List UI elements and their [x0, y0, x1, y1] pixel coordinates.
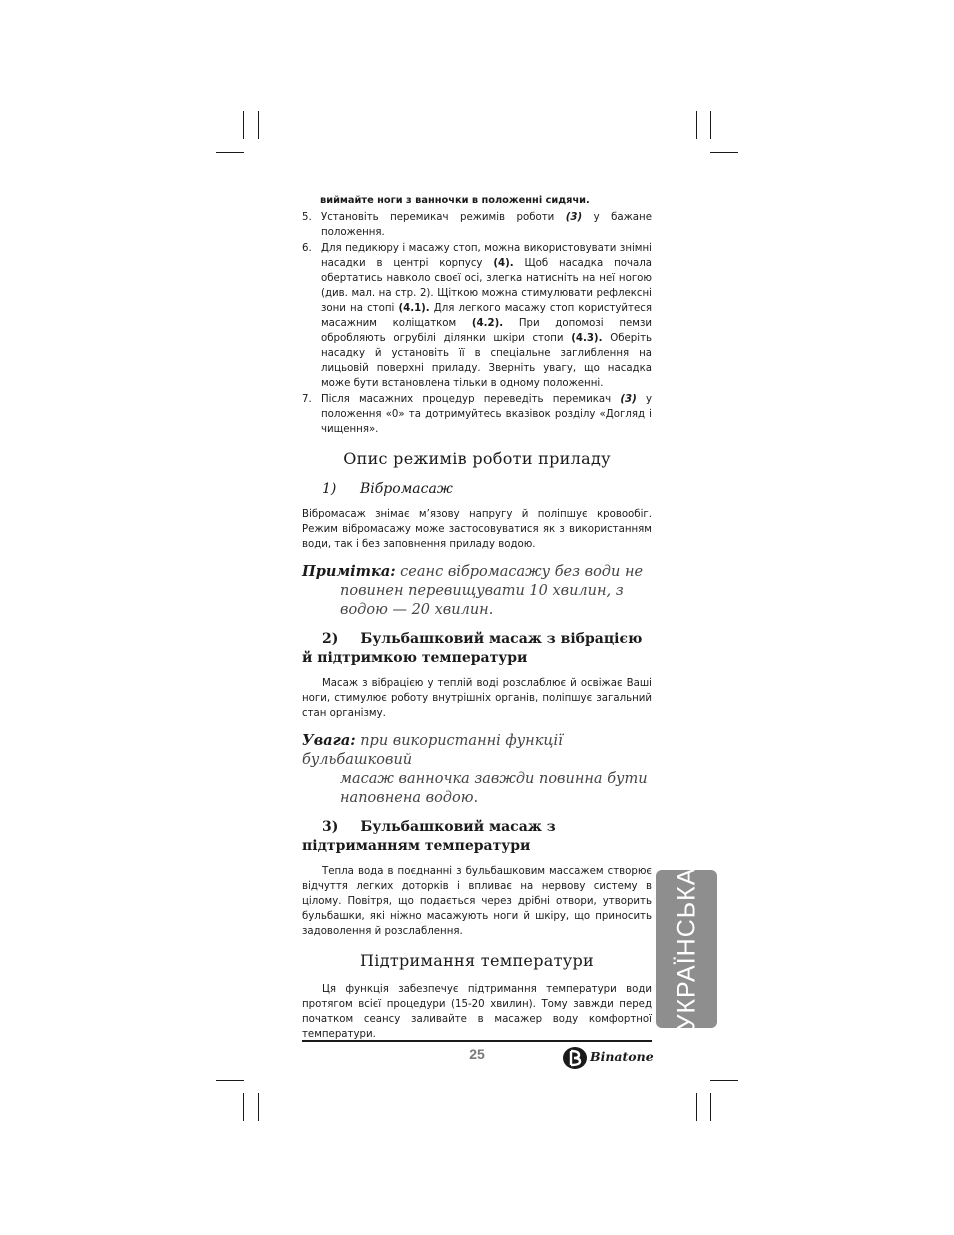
mode-2-number: 2) [322, 631, 339, 647]
mode-2-text: Масаж з вібрацією у теплій воді розслаблює й освіжає Ваші ноги, стимулює роботу внутрішніх органів, поліпшує загальний стан організму. [302, 678, 652, 719]
note-1-label: Примітка: [302, 563, 396, 580]
mode-1-heading [302, 480, 652, 499]
binatone-logo-icon [562, 1046, 588, 1070]
note-2-text-rest: масаж ванночка завжди повинна бути наповнена водою. [340, 771, 648, 806]
crop-mark [710, 111, 711, 139]
modes-section-title: Опис режимів роботи приладу [343, 449, 611, 468]
crop-mark [696, 1093, 697, 1121]
crop-mark [258, 111, 259, 139]
list-item: 7. Після масажних процедур переведіть перемикач (3) у положення «0» та дотримуйтесь вказівок розділу «Догляд і чищення». [302, 394, 652, 435]
mode-3-heading [302, 818, 652, 856]
crop-mark [216, 1080, 244, 1081]
crop-mark [710, 152, 738, 153]
page-number: 25 [469, 1046, 485, 1062]
note-2-text-first: при використанні функції бульбашковий [302, 733, 563, 768]
mode-3-number: 3) [322, 819, 339, 835]
mode-3-title: Бульбашковий масаж з підтриманням температури [302, 819, 556, 854]
step-number: 7. [302, 394, 312, 405]
side-tab-label: УКРАЇНСЬКА [672, 867, 700, 1031]
mode-3-text: Тепла вода в поєднанні з бульбашковим массажем створює відчуття легких доторків і впливає на нервову систему в цілому. Повітря, що подається через дрібні отвори, утворить бульбашки, які ніжно масажують ноги й шкіру, що приносить задоволення й розслаблення. [302, 866, 652, 937]
note-1-text-first: сеанс вібромасажу без води не [395, 564, 644, 580]
page-content [302, 193, 652, 1042]
list-item: 6. Для педикюру і масажу стоп, можна використовувати знімні насадки в центрі корпусу (4). Щоб насадка почала обертатись навколо своєї осі, злегка натисніть на неї ногою (див. мал. на стр. 2). Щіткою можна стимулювати рефлексні зони на стопі (4.1). Для легкого масажу стоп користуйтеся масажним коліщатком (4.2). При допомозі пемзи обробляють огрубілі ділянки шкіри стопи (4.3). Оберіть насадку й установіть її в спеціальне заглиблення на лицьовій поверхні приладу. Зверніть увагу, що насадка може бути встановлена тільки в одному положенні. [302, 243, 653, 389]
language-side-tab [656, 867, 717, 1031]
note-2-label: Увага: [302, 732, 356, 749]
mode-2-title: Бульбашковий масаж з вібрацією й підтримкою температури [302, 631, 643, 666]
crop-mark [696, 111, 697, 139]
mode-1-number: 1) [322, 481, 337, 497]
note-1 [302, 562, 652, 620]
list-item: 5. Установіть перемикач режимів роботи (3) у бажане положення. [302, 212, 652, 238]
crop-mark [710, 1080, 738, 1081]
mode-2-heading [302, 630, 652, 668]
temp-section-title: Підтримання температури [360, 951, 594, 970]
crop-mark [243, 111, 244, 139]
temp-text: Ця функція забезпечує підтримання температури води протягом всієї процедури (15-20 хвилин). Тому завжди перед початком сеансу заливайте в масажер воду комфортної температури. [302, 984, 652, 1040]
steps-list [302, 210, 652, 437]
crop-mark [243, 1093, 244, 1121]
crop-mark [258, 1093, 259, 1121]
step-number: 5. [302, 212, 312, 223]
mode-1-title: Вібромасаж [360, 481, 453, 497]
crop-mark [216, 152, 244, 153]
step-number: 6. [302, 243, 312, 254]
note-2 [302, 731, 652, 808]
brand-name: Binatone [590, 1049, 654, 1064]
note-1-text-rest: повинен перевищувати 10 хвилин, з водою — 20 хвилин. [340, 583, 624, 618]
footer-rule [302, 1040, 652, 1042]
mode-1-text: Вібромасаж знімає м’язову напругу й поліпшує кровообіг. Режим вібромасажу може застосовуватися як з використанням води, так і без заповнення приладу водою. [302, 509, 652, 550]
intro-bold-line: виймайте ноги з ванночки в положенні сидячи. [320, 195, 590, 206]
crop-mark [710, 1093, 711, 1121]
